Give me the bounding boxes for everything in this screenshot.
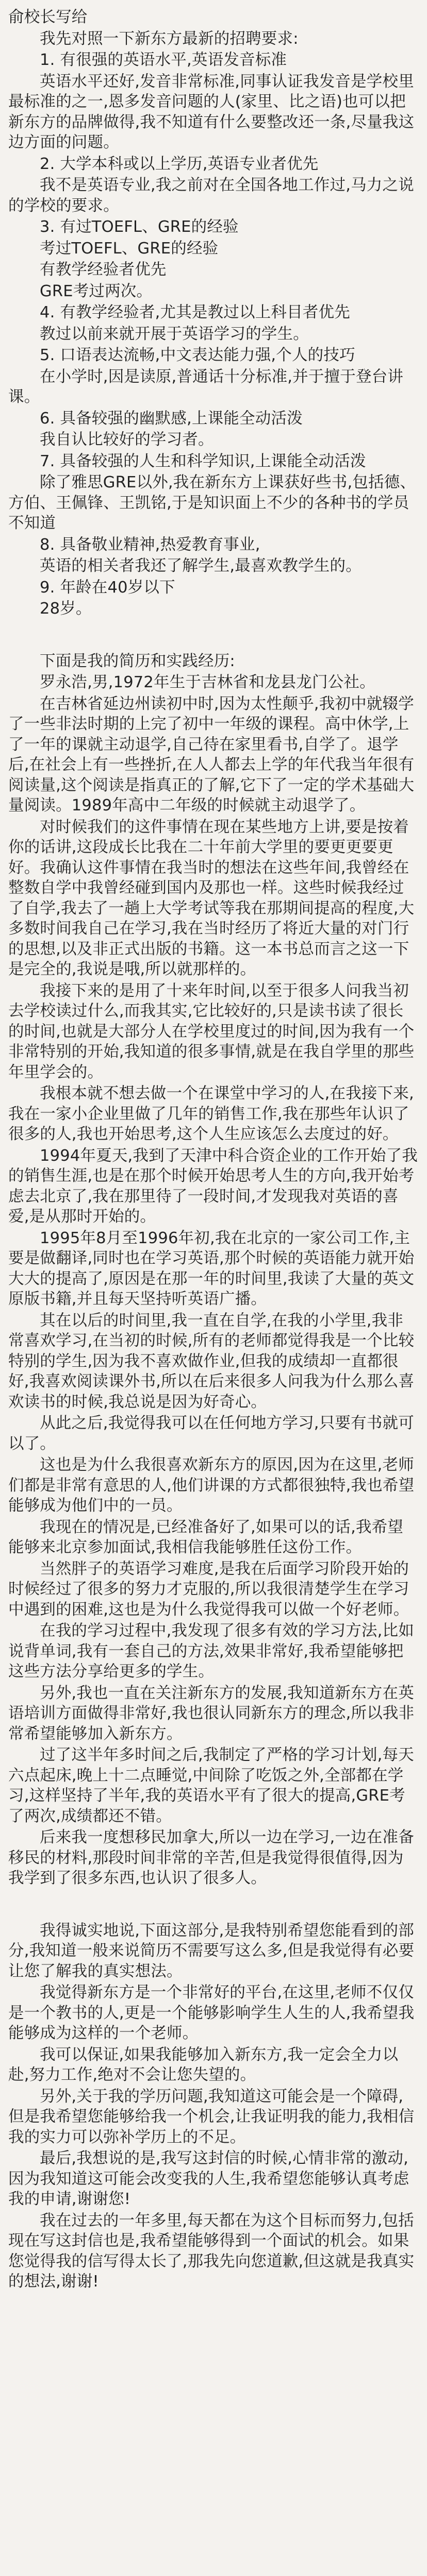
part1-paragraph: 有教学经验者优先: [40, 261, 167, 279]
greeting: 俞校长写给: [8, 8, 88, 26]
part2-paragraph: 罗永浩,男,1972年生于吉林省和龙县龙门公社。: [40, 673, 375, 691]
part2-paragraph: 在吉林省延边州读初中时,因为太性颠乎,我初中就辍学了一些非法时期的上完了初中一年级的课程。高中休学,上了一年的课就主动退学,自己待在家里看书,自学了。退学后,在社会上有一些挫折,在人人都去上学的年代我当年很有阅读量,这个阅读是指真正的了解,它下了一定的学术基础大量阅读。1989年高中二年级的时候就主动退学了。: [8, 694, 415, 815]
part1-paragraph: 考过TOEFL、GRE的经验: [40, 239, 219, 258]
part1-paragraph: GRE考过两次。: [40, 282, 153, 300]
part3-paragraph: 我可以保证,如果我能够加入新东方,我一定会全力以赴,努力工作,绝对不会让您失望的。: [8, 2045, 399, 2084]
part1-paragraph: 4. 有教学经验者,尤其是教过以上科目者优先: [40, 303, 350, 321]
part1-paragraph: 5. 口语表达流畅,中文表达能力强,个人的技巧: [40, 346, 355, 364]
part2-paragraph: 对时候我们的这件事情在现在某些地方上讲,要是按着你的话讲,这段成长比我在二十年前大学里的要更更要更好。我确认这件事情在我当时的想法在这些年间,我曾经在整数自学中我曾经碰到国内及那也一样。这些时候我经过了自学,我去了一趟上大学考试等我在那期间提高的程度,大多数时间我自己在学习,我在当时经历了将近大量的对门行的思想,以及非正式出版的书籍。这一本书总而言之这一下是完全的,我说是哦,所以就那样的。: [8, 818, 415, 978]
part2-paragraph: 其在以后的时间里,我一直在自学,在我的小学里,我非常喜欢学习,在当初的时候,所有的老师都觉得我是一个比较特别的学生,因为我不喜欢做作业,但我的成绩却一直都很好,我喜欢阅读课外书,所以在后来很多人问我为什么那么喜欢读书的时候,我总说是因为好奇心。: [8, 1311, 415, 1411]
part2-paragraph: 我接下来的是用了十来年时间,以至于很多人问我当初去学校读过什么,而我其实,它比较好的,只是读书读了很长的时间,也就是大部分人在学校里度过的时间,因为我有一个非常特别的开始,我知道的很多事情,就是在我自学里的那些年里学会的。: [8, 981, 415, 1081]
part1-paragraph: 6. 具备较强的幽默感,上课能全动活泼: [40, 409, 303, 428]
part1-paragraph: 28岁。: [40, 600, 92, 618]
section-closing: [8, 1921, 419, 2292]
part1-paragraph: 1. 有很强的英语水平,英语发音标准: [40, 51, 287, 69]
part3-paragraph: 另外,关于我的学历问题,我知道这可能会是一个障碍,但是我希望您能够给我一个机会,让我证明我的能力,我相信我的实力可以弥补学历上的不足。: [8, 2087, 415, 2146]
part3-paragraph: 我得诚实地说,下面这部分,是我特别希望您能看到的部分,我知道一般来说简历不需要写这么多,但是我觉得有必要让您了解我的真实想法。: [8, 1921, 415, 1980]
part2-paragraph: 从此之后,我觉得我可以在任何地方学习,只要有书就可以了。: [8, 1414, 414, 1453]
part1-paragraph: 英语的相关者我还了解学生,最喜欢教学生的。: [40, 557, 362, 575]
part3-paragraph: 最后,我想说的是,我写这封信的时候,心情非常的激动,因为我知道这可能会改变我的人生,我希望您能够认真考虑我的申请,谢谢您!: [8, 2149, 409, 2208]
section-resume: [8, 651, 419, 1889]
part2-paragraph: 1995年8月至1996年初,我在北京的一家公司工作,主要是做翻译,同时也在学习英语,那个时候的英语能力就开始大大的提高了,原因是在那一年的时间里,我读了大量的英文原版书籍,并且每天坚持听英语广播。: [8, 1229, 415, 1308]
part1-paragraph: 9. 年龄在40岁以下: [40, 578, 175, 597]
part1-paragraph: 3. 有过TOEFL、GRE的经验: [40, 218, 239, 236]
letter-body: [8, 7, 419, 2292]
part1-paragraph: 7. 具备较强的人生和科学知识,上课能全动活泼: [40, 452, 366, 470]
part1-paragraph: 我不是英语专业,我之前对在全国各地工作过,马力之说的学校的要求。: [8, 176, 414, 215]
part2-paragraph: 1994年夏天,我到了天津中科合资企业的工作开始了我的销售生涯,也是在那个时候开始思考人生的方向,我开始考虑去北京了,我在那里待了一段时间,才发现我对英语的喜爱,是从那时开始的。: [8, 1146, 418, 1226]
part2-paragraph: 另外,我也一直在关注新东方的发展,我知道新东方在英语培训方面做得非常好,我也很认同新东方的理念,所以我非常希望能够加入新东方。: [8, 1684, 415, 1743]
part1-paragraph: 8. 具备敬业精神,热爱教育事业,: [40, 535, 260, 554]
part2-paragraph: 在我的学习过程中,我发现了很多有效的学习方法,比如说背单词,我有一套自己的方法,效果非常好,我希望能够把这些方法分享给更多的学生。: [8, 1622, 414, 1681]
part3-paragraph: 我觉得新东方是一个非常好的平台,在这里,老师不仅仅是一个教书的人,更是一个能够影响学生人生的人,我希望我能够成为这样的一个老师。: [8, 1984, 415, 2042]
part3-paragraph: 我在过去的一年多里,每天都在为这个目标而努力,包括现在写这封信也是,我希望能够得到一个面试的机会。如果您觉得我的信写得太长了,那我先向您道歉,但这就是我真实的想法,谢谢!: [8, 2211, 415, 2291]
part1-paragraph: 教过以前来就开展于英语学习的学生。: [40, 325, 309, 343]
part1-paragraph: 除了雅思GRE以外,我在新东方上课获好些书,包括德、方伯、王佩锋、王凯铭,于是知识面上不少的各种书的学员不知道: [8, 473, 416, 532]
part1-paragraph: 我自认比较好的学习者。: [40, 431, 214, 449]
part1-paragraph: 英语水平还好,发音非常标准,同事认证我发音是学校里最标准的之一,恩多发音问题的人(家里、比之语)也可以把新东方的品牌做得,我不知道有什么要整改还一条,尽量我这边方面的问题。: [8, 72, 415, 151]
part1-paragraph: 我先对照一下新东方最新的招聘要求:: [40, 29, 299, 48]
part2-paragraph: 过了这半年多时间之后,我制定了严格的学习计划,每天六点起床,晚上十二点睡觉,中间除了吃饭之外,全部都在学习,这样坚持了半年,我的英语水平有了很大的提高,GRE考了两次,成绩都还不错。: [8, 1746, 414, 1825]
part2-paragraph: 我现在的情况是,已经准备好了,如果可以的话,我希望能够来北京参加面试,我相信我能够胜任这份工作。: [8, 1518, 404, 1556]
part2-paragraph: 下面是我的简历和实践经历:: [40, 652, 235, 670]
part1-paragraph: 在小学时,因是读原,普通话十分标准,并于擅于登台讲课。: [8, 367, 404, 406]
part1-paragraph: 2. 大学本科或以上学历,英语专业者优先: [40, 155, 319, 173]
section-requirements: [8, 29, 419, 619]
part2-paragraph: 后来我一度想移民加拿大,所以一边在学习,一边在准备移民的材料,那段时间非常的辛苦,但是我觉得很值得,因为我学到了很多东西,也认识了很多人。: [8, 1828, 414, 1887]
part2-paragraph: 我根本就不想去做一个在课堂中学习的人,在我接下来,我在一家小企业里做了几年的销售工作,我在那些年认识了很多的人,我也开始思考,这个人生应该怎么去度过的好。: [8, 1084, 414, 1143]
part2-paragraph: 当然胖子的英语学习难度,是我在后面学习阶段开始的时候经过了很多的努力才克服的,所以我很清楚学生在学习中遇到的困难,这也是为什么我觉得我可以做一个好老师。: [8, 1560, 409, 1619]
part2-paragraph: 这也是为什么我很喜欢新东方的原因,因为在这里,老师们都是非常有意思的人,他们讲课的方式都很独特,我也希望能够成为他们中的一员。: [8, 1456, 415, 1515]
